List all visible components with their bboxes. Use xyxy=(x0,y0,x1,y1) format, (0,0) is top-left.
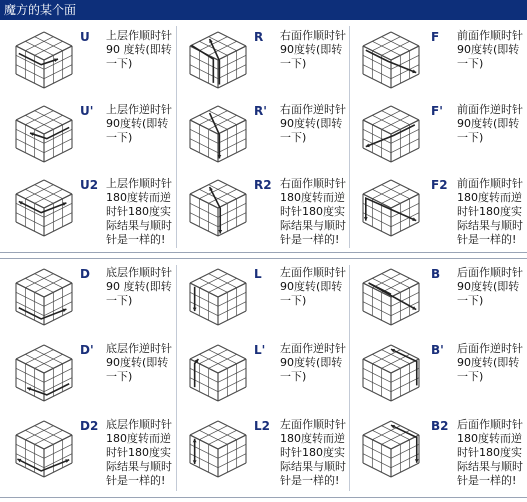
cube-diagram xyxy=(184,176,252,240)
cube-diagram xyxy=(10,28,78,92)
move-description: 前面作逆时针 90度转(即转 一下) xyxy=(457,103,523,144)
move-cell xyxy=(6,261,178,336)
cube-diagram xyxy=(357,341,425,405)
cube-diagram xyxy=(357,28,425,92)
cube-diagram xyxy=(10,265,78,329)
cube-diagram xyxy=(10,176,78,240)
move-cell xyxy=(6,337,178,412)
move-cell xyxy=(180,24,352,99)
move-cell xyxy=(6,172,178,247)
move-code: R2 xyxy=(254,178,272,192)
move-description: 上层作顺时针 90 度转(即转 一下) xyxy=(106,29,172,70)
cube-diagram xyxy=(357,417,425,481)
move-description: 左面作顺时针 180度转而逆 时针180度实 际结果与顺时 针是一样的! xyxy=(280,418,346,487)
cube-diagram xyxy=(357,176,425,240)
move-code: D2 xyxy=(80,419,99,433)
top-group-panel xyxy=(0,20,527,253)
move-cell xyxy=(180,98,352,173)
move-cell xyxy=(180,172,352,247)
move-description: 上层作顺时针 180度转而逆 时针180度实 际结果与顺时 针是一样的! xyxy=(106,177,172,246)
move-description: 前面作顺时针 90度转(即转 一下) xyxy=(457,29,523,70)
move-cell xyxy=(180,261,352,336)
move-cell xyxy=(353,24,525,99)
move-code: B' xyxy=(431,343,444,357)
move-cell xyxy=(353,172,525,247)
cube-diagram xyxy=(10,341,78,405)
move-code: U xyxy=(80,30,90,44)
move-description: 后面作逆时针 90度转(即转 一下) xyxy=(457,342,523,383)
cube-diagram xyxy=(357,265,425,329)
move-description: 右面作逆时针 90度转(即转 一下) xyxy=(280,103,346,144)
move-code: L2 xyxy=(254,419,270,433)
cube-diagram xyxy=(10,417,78,481)
move-description: 后面作顺时针 90度转(即转 一下) xyxy=(457,266,523,307)
move-code: F' xyxy=(431,104,443,118)
move-description: 底层作顺时针 180度转而逆 时针180度实 际结果与顺时 针是一样的! xyxy=(106,418,172,487)
move-code: F xyxy=(431,30,440,44)
move-description: 前面作顺时针 180度转而逆 时针180度实 际结果与顺时 针是一样的! xyxy=(457,177,523,246)
move-description: 底层作顺时针 90 度转(即转 一下) xyxy=(106,266,172,307)
move-cell xyxy=(6,413,178,488)
page-title: 魔方的某个面 xyxy=(4,3,77,17)
page-title-bar xyxy=(0,0,527,20)
cube-diagram xyxy=(184,102,252,166)
move-code: D xyxy=(80,267,90,281)
move-cell xyxy=(180,413,352,488)
move-code: B2 xyxy=(431,419,449,433)
move-cell xyxy=(6,98,178,173)
move-cell xyxy=(353,413,525,488)
cube-diagram xyxy=(184,341,252,405)
cube-diagram xyxy=(184,417,252,481)
cube-diagram xyxy=(10,102,78,166)
bottom-group-panel xyxy=(0,258,527,498)
move-description: 上层作逆时针 90度转(即转 一下) xyxy=(106,103,172,144)
move-code: U' xyxy=(80,104,94,118)
move-description: 后面作顺时针 180度转而逆 时针180度实 际结果与顺时 针是一样的! xyxy=(457,418,523,487)
cube-diagram xyxy=(184,28,252,92)
move-cell xyxy=(353,98,525,173)
move-code: L xyxy=(254,267,262,281)
move-code: R xyxy=(254,30,264,44)
cube-diagram xyxy=(357,102,425,166)
move-code: L' xyxy=(254,343,266,357)
move-description: 右面作顺时针 180度转而逆 时针180度实 际结果与顺时 针是一样的! xyxy=(280,177,346,246)
move-description: 左面作顺时针 90度转(即转 一下) xyxy=(280,266,346,307)
move-description: 底层作逆时针 90度转(即转 一下) xyxy=(106,342,172,383)
move-cell xyxy=(180,337,352,412)
move-code: F2 xyxy=(431,178,448,192)
move-cell xyxy=(6,24,178,99)
move-cell xyxy=(353,261,525,336)
move-cell xyxy=(353,337,525,412)
move-description: 右面作顺时针 90度转(即转 一下) xyxy=(280,29,346,70)
move-code: D' xyxy=(80,343,94,357)
move-description: 左面作逆时针 90度转(即转 一下) xyxy=(280,342,346,383)
move-code: U2 xyxy=(80,178,99,192)
cube-diagram xyxy=(184,265,252,329)
move-code: R' xyxy=(254,104,267,118)
move-code: B xyxy=(431,267,441,281)
